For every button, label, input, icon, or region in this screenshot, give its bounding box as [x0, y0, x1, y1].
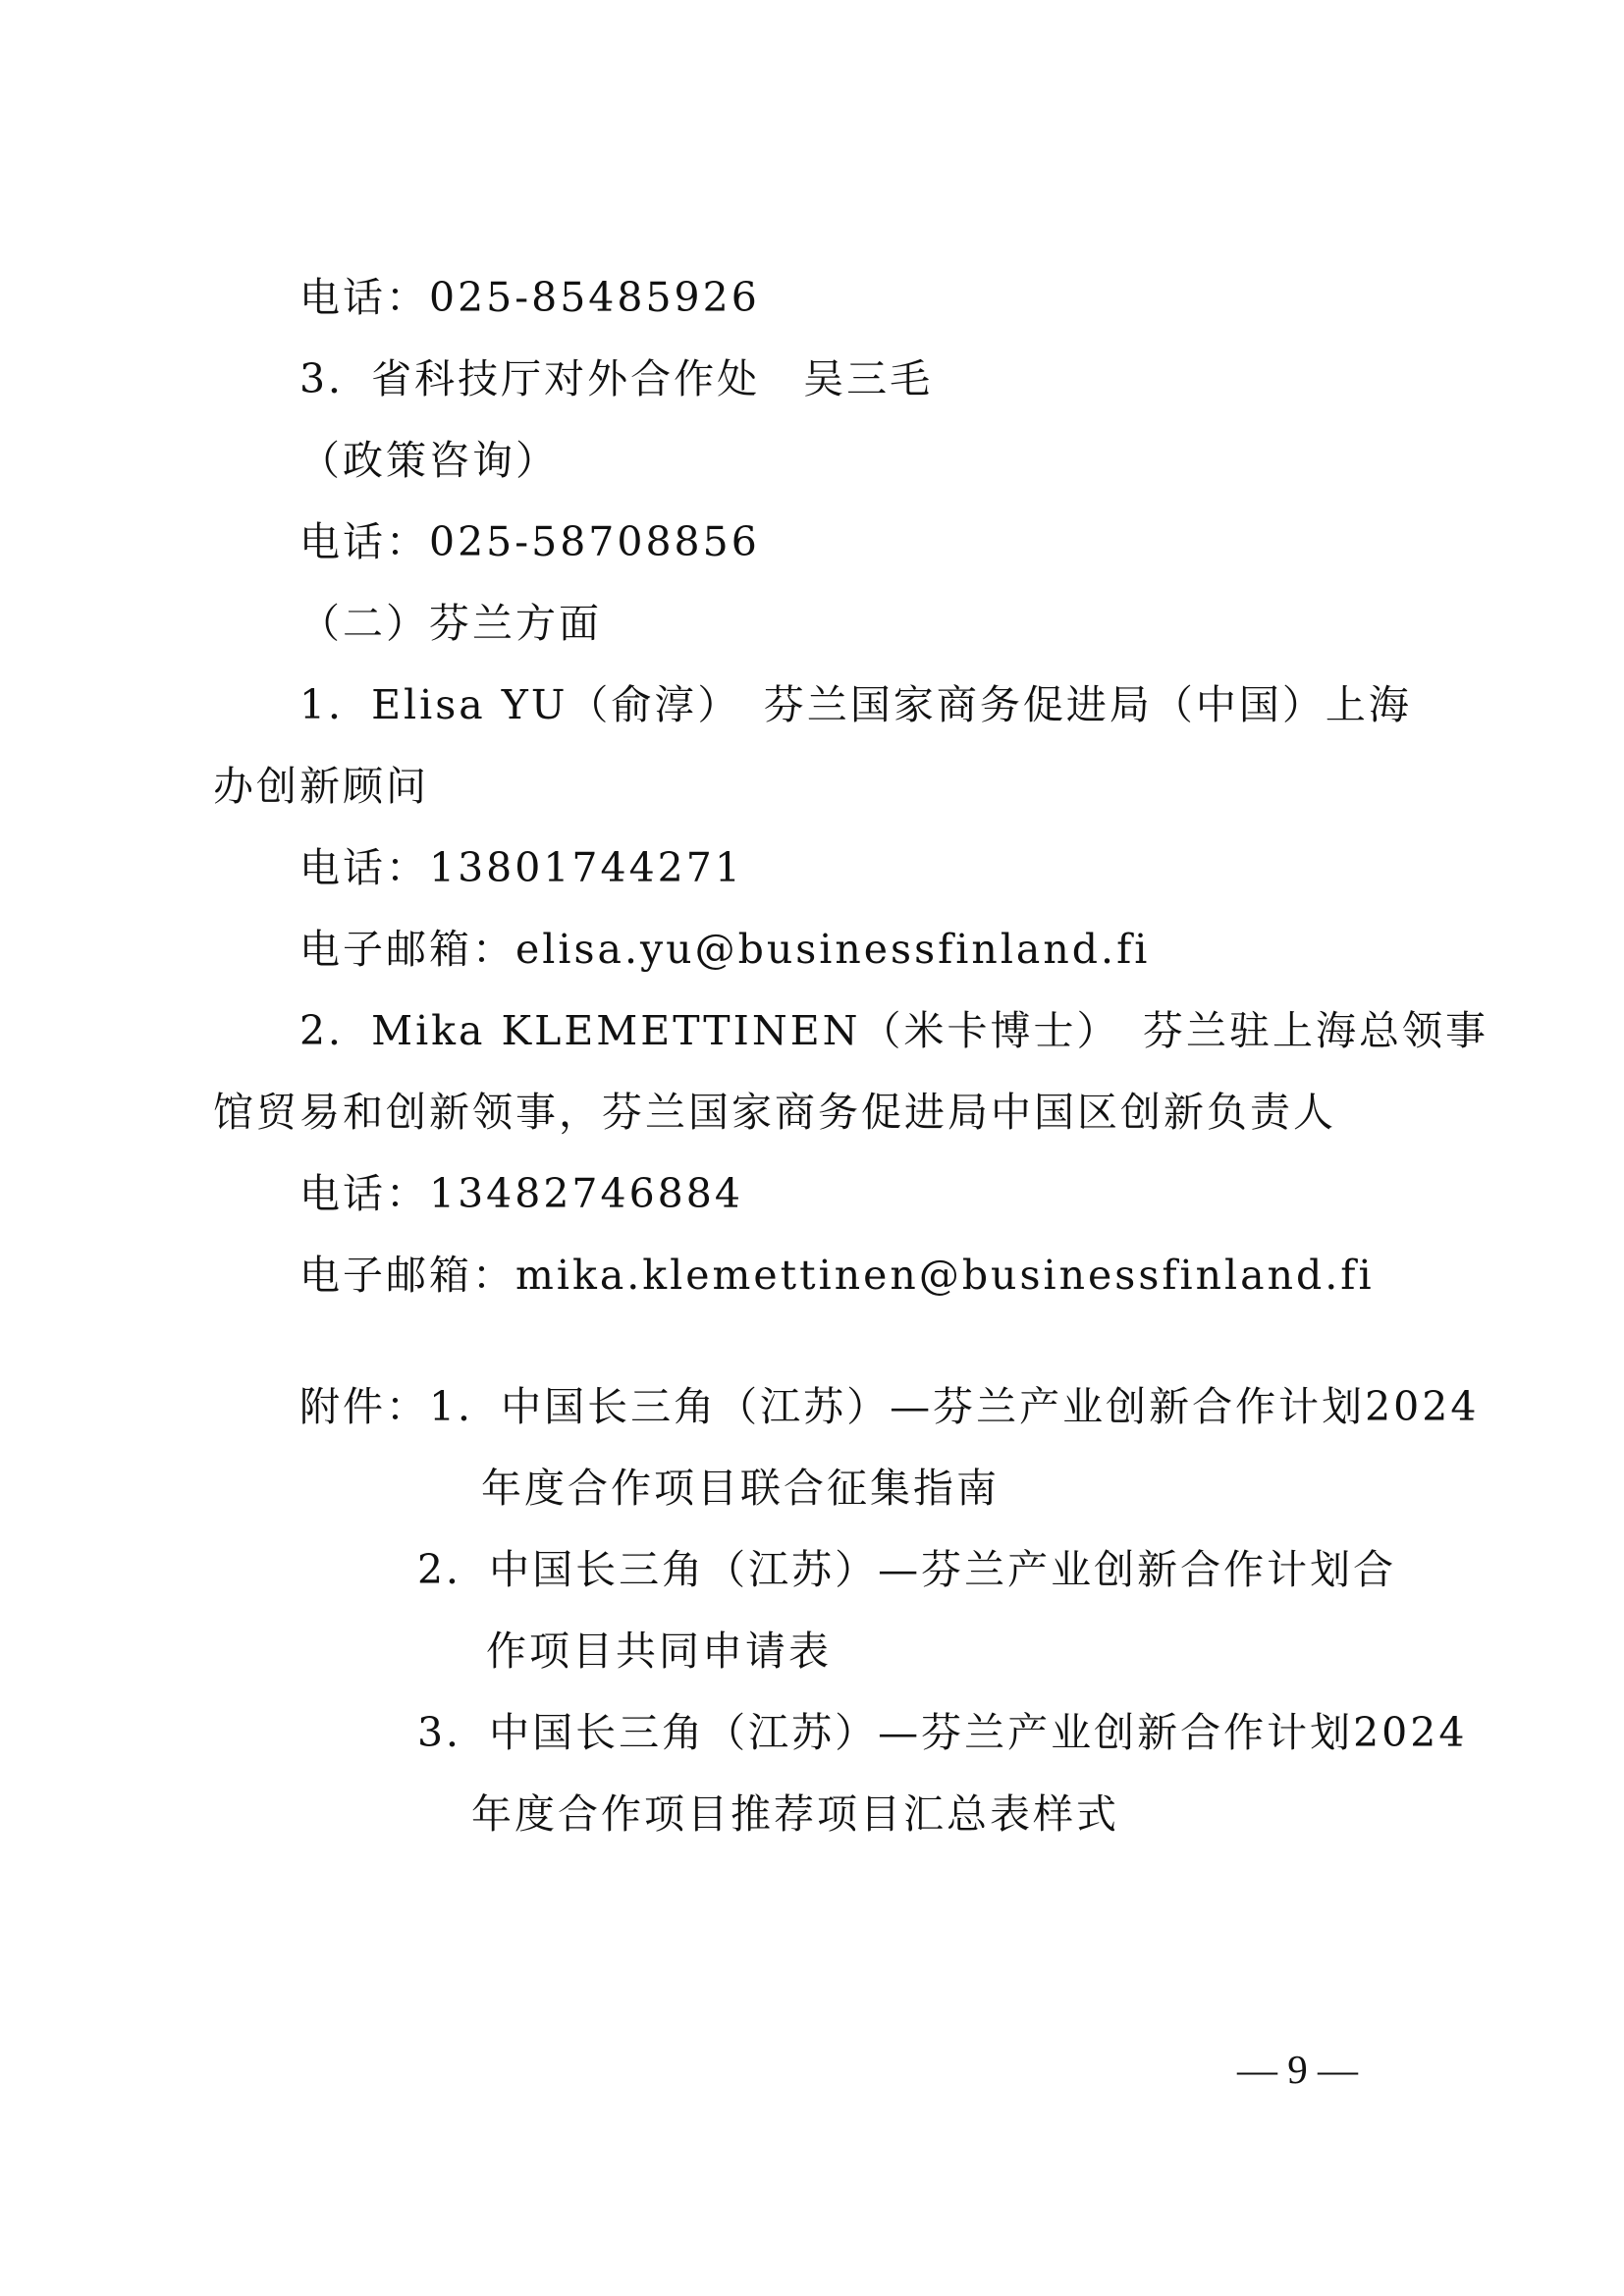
contact-item-mika-cont: 馆贸易和创新领事，芬兰国家商务促进局中国区创新负责人 [213, 1089, 1336, 1136]
section-heading-finland: （二）芬兰方面 [299, 600, 602, 647]
attachment-2: 2．中国长三角（江苏）—芬兰产业创新合作计划合 [417, 1546, 1397, 1593]
attachment-3: 3．中国长三角（江苏）—芬兰产业创新合作计划2024 [417, 1709, 1468, 1756]
attachment-1: 附件：1．中国长三角（江苏）—芬兰产业创新合作计划2024 [299, 1383, 1480, 1430]
phone-line-1: 电话：025-85485926 [299, 274, 760, 321]
email-line-2: 电子邮箱：mika.klemettinen@businessfinland.fi [299, 1252, 1375, 1299]
attachment-3-cont: 年度合作项目推荐项目汇总表样式 [471, 1790, 1119, 1838]
email-line-1: 电子邮箱：elisa.yu@businessfinland.fi [299, 926, 1151, 973]
page-number: — 9 — [1237, 2047, 1358, 2092]
contact-item-mika: 2．Mika KLEMETTINEN（米卡博士） 芬兰驻上海总领事 [299, 1007, 1489, 1054]
phone-line-4: 电话：13482746884 [299, 1170, 743, 1217]
phone-line-3: 电话：13801744271 [299, 844, 743, 891]
contact-item-elisa: 1．Elisa YU（俞淳） 芬兰国家商务促进局（中国）上海 [299, 681, 1412, 728]
phone-line-2: 电话：025-58708856 [299, 518, 760, 565]
policy-consult-note: （政策咨询） [299, 437, 559, 484]
attachment-1-cont: 年度合作项目联合征集指南 [481, 1465, 1000, 1512]
attachment-2-cont: 作项目共同申请表 [486, 1628, 832, 1675]
contact-item-elisa-cont: 办创新顾问 [213, 763, 429, 810]
contact-item-3: 3．省科技厅对外合作处 吴三毛 [299, 355, 934, 402]
